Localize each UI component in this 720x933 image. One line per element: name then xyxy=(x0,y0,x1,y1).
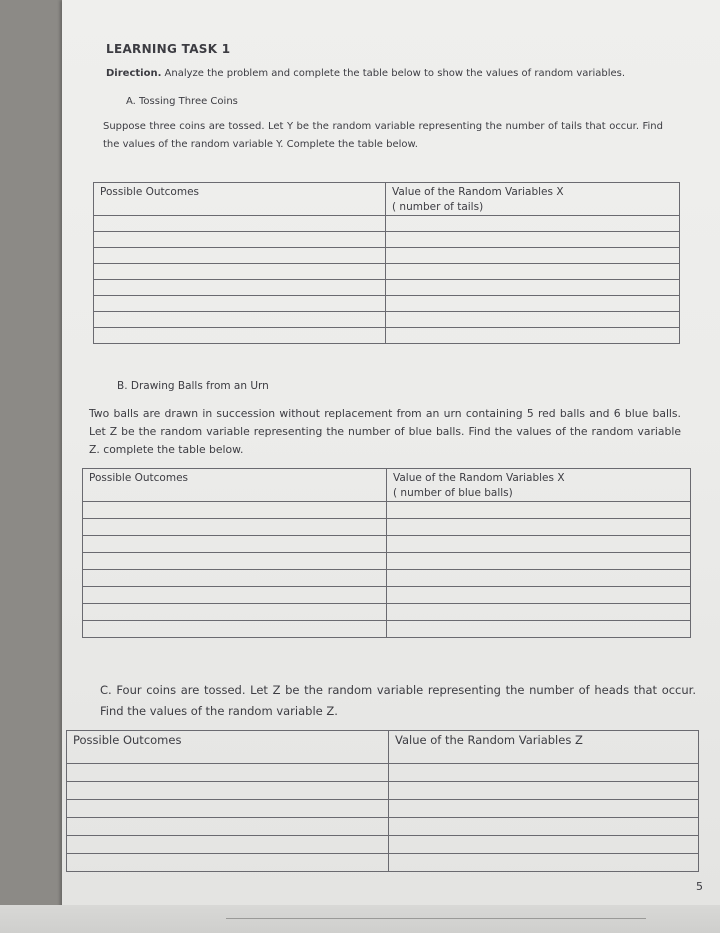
table-row xyxy=(83,502,691,519)
value-cell[interactable] xyxy=(387,621,691,638)
page-number: 5 xyxy=(696,880,703,893)
outcome-cell[interactable] xyxy=(67,782,389,800)
value-cell[interactable] xyxy=(387,570,691,587)
col-value-header xyxy=(386,183,680,216)
value-cell[interactable] xyxy=(387,604,691,621)
value-cell[interactable] xyxy=(386,216,680,232)
table-row xyxy=(83,519,691,536)
col-value-header: Value of the Random Variables Z xyxy=(389,731,699,764)
table-row xyxy=(83,553,691,570)
section-a-heading: A. Tossing Three Coins xyxy=(126,96,238,107)
table-row xyxy=(67,764,699,782)
value-cell[interactable] xyxy=(386,312,680,328)
outcome-cell[interactable] xyxy=(67,854,389,872)
value-cell[interactable] xyxy=(389,764,699,782)
table-row xyxy=(94,232,680,248)
value-cell[interactable] xyxy=(387,587,691,604)
section-b-heading: B. Drawing Balls from an Urn xyxy=(117,380,269,392)
outcome-cell[interactable] xyxy=(94,232,386,248)
page-title: LEARNING TASK 1 xyxy=(106,42,231,56)
outcome-cell[interactable] xyxy=(94,264,386,280)
outcome-cell[interactable] xyxy=(83,587,387,604)
value-cell[interactable] xyxy=(387,519,691,536)
outcome-cell[interactable] xyxy=(94,296,386,312)
col-value-header-line2: ( number of tails) xyxy=(392,201,484,213)
table-row xyxy=(83,587,691,604)
table-row xyxy=(67,818,699,836)
value-cell[interactable] xyxy=(387,502,691,519)
direction-text xyxy=(106,65,666,83)
col-possible-outcomes-header: Possible Outcomes xyxy=(94,183,386,216)
table-row xyxy=(83,536,691,553)
value-cell[interactable] xyxy=(386,328,680,344)
value-cell[interactable] xyxy=(389,836,699,854)
outcome-cell[interactable] xyxy=(83,536,387,553)
outcome-cell[interactable] xyxy=(83,519,387,536)
table-row xyxy=(83,621,691,638)
table-row xyxy=(67,836,699,854)
section-a-table xyxy=(93,182,680,344)
table-row xyxy=(94,328,680,344)
direction-label: Direction. xyxy=(106,68,162,79)
page-edge-line xyxy=(226,918,646,919)
section-b-table xyxy=(82,468,691,638)
outcome-cell[interactable] xyxy=(83,502,387,519)
outcome-cell[interactable] xyxy=(94,248,386,264)
outcome-cell[interactable] xyxy=(67,818,389,836)
outcome-cell[interactable] xyxy=(67,800,389,818)
table-row xyxy=(94,312,680,328)
outcome-cell[interactable] xyxy=(67,764,389,782)
value-cell[interactable] xyxy=(386,248,680,264)
outcome-cell[interactable] xyxy=(94,216,386,232)
col-value-header-line2: ( number of blue balls) xyxy=(393,487,513,499)
col-value-header xyxy=(387,469,691,502)
outcome-cell[interactable] xyxy=(94,280,386,296)
value-cell[interactable] xyxy=(389,800,699,818)
section-a-paragraph: Suppose three coins are tossed. Let Y be the random variable representing the number of tails that occur. Find the values of the random variable Y. Complete the table below. xyxy=(103,121,663,150)
outcome-cell[interactable] xyxy=(94,328,386,344)
outcome-cell[interactable] xyxy=(67,836,389,854)
col-value-header-line1: Value of the Random Variables X xyxy=(392,186,564,198)
value-cell[interactable] xyxy=(386,232,680,248)
outcome-cell[interactable] xyxy=(83,553,387,570)
value-cell[interactable] xyxy=(389,782,699,800)
value-cell[interactable] xyxy=(386,264,680,280)
col-value-header-line1: Value of the Random Variables X xyxy=(393,472,565,484)
value-cell[interactable] xyxy=(386,296,680,312)
table-row xyxy=(67,854,699,872)
outcome-cell[interactable] xyxy=(83,570,387,587)
table-surface xyxy=(0,905,720,933)
section-c-paragraph: C. Four coins are tossed. Let Z be the random variable representing the number of heads that occur. Find the values of the random variable Z. xyxy=(100,683,696,718)
outcome-cell[interactable] xyxy=(83,604,387,621)
value-cell[interactable] xyxy=(386,280,680,296)
direction-body: Analyze the problem and complete the table below to show the values of random variables. xyxy=(161,68,626,79)
table-row xyxy=(94,280,680,296)
table-row xyxy=(67,782,699,800)
value-cell[interactable] xyxy=(387,553,691,570)
table-row xyxy=(67,800,699,818)
outcome-cell[interactable] xyxy=(83,621,387,638)
table-row xyxy=(83,570,691,587)
value-cell[interactable] xyxy=(389,818,699,836)
value-cell[interactable] xyxy=(387,536,691,553)
value-cell[interactable] xyxy=(389,854,699,872)
table-row xyxy=(94,248,680,264)
section-b-paragraph: Two balls are drawn in succession without replacement from an urn containing 5 red balls and 6 blue balls. Let Z be the random variable representing the number of blue balls. Find the values of the random variable Z. complete the table below. xyxy=(89,407,681,456)
table-row xyxy=(94,264,680,280)
col-possible-outcomes-header: Possible Outcomes xyxy=(83,469,387,502)
section-c-table xyxy=(66,730,699,872)
table-row xyxy=(94,216,680,232)
outcome-cell[interactable] xyxy=(94,312,386,328)
table-row xyxy=(83,604,691,621)
table-row xyxy=(94,296,680,312)
col-possible-outcomes-header: Possible Outcomes xyxy=(67,731,389,764)
